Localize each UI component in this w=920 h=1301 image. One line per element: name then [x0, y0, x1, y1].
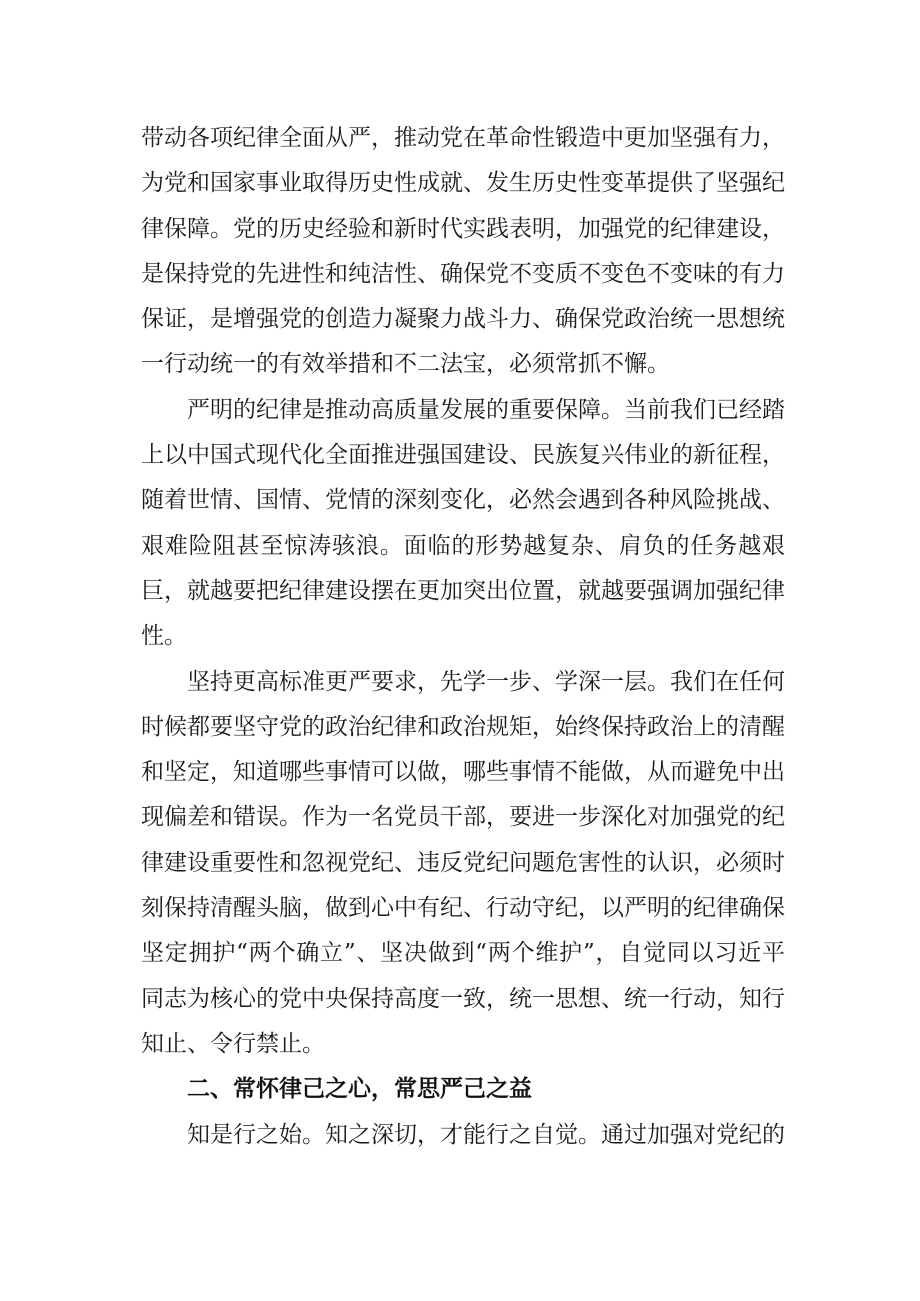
paragraph-continued: 带动各项纪律全面从严，推动党在革命性锻造中更加坚强有力，为党和国家事业取得历史性成就、发生历史性变革提供了坚强纪律保障。党的历史经验和新时代实践表明，加强党的纪律建设，是保持党的先进性和纯洁性、确保党不变质不变色不变味的有力保证，是增强党的创造力凝聚力战斗力、确保党政治统一思想统一行动统一的有效举措和不二法宝，必须常抓不懈。 — [141, 125, 785, 378]
document-body — [141, 116, 785, 1158]
paragraph-knowledge: 知是行之始。知之深切，才能行之自觉。通过加强对党纪的 — [187, 1121, 785, 1148]
section-heading: 二、常怀律己之心，常思严己之益 — [187, 1076, 532, 1103]
paragraph-discipline-guarantee: 严明的纪律是推动高质量发展的重要保障。当前我们已经踏上以中国式现代化全面推进强国建设、民族复兴伟业的新征程，随着世情、国情、党情的深刻变化，必然会遇到各种风险挑战、艰难险阻甚至惊涛骇浪。面临的形势越复杂、肩负的任务越艰巨，就越要把纪律建设摆在更加突出位置，就越要强调加强纪律性。 — [141, 396, 785, 650]
paragraph-higher-standards: 坚持更高标准更严要求，先学一步、学深一层。我们在任何时候都要坚守党的政治纪律和政治规矩，始终保持政治上的清醒和坚定，知道哪些事情可以做，哪些事情不能做，从而避免中出现偏差和错误。作为一名党员干部，要进一步深化对加强党的纪律建设重要性和忽视党纪、违反党纪问题危害性的认识，必须时刻保持清醒头脑，做到心中有纪、行动守纪，以严明的纪律确保坚定拥护“两个确立”、坚决做到“两个维护”，自觉同以习近平同志为核心的党中央保持高度一致，统一思想、统一行动，知行知止、令行禁止。 — [141, 668, 785, 1057]
